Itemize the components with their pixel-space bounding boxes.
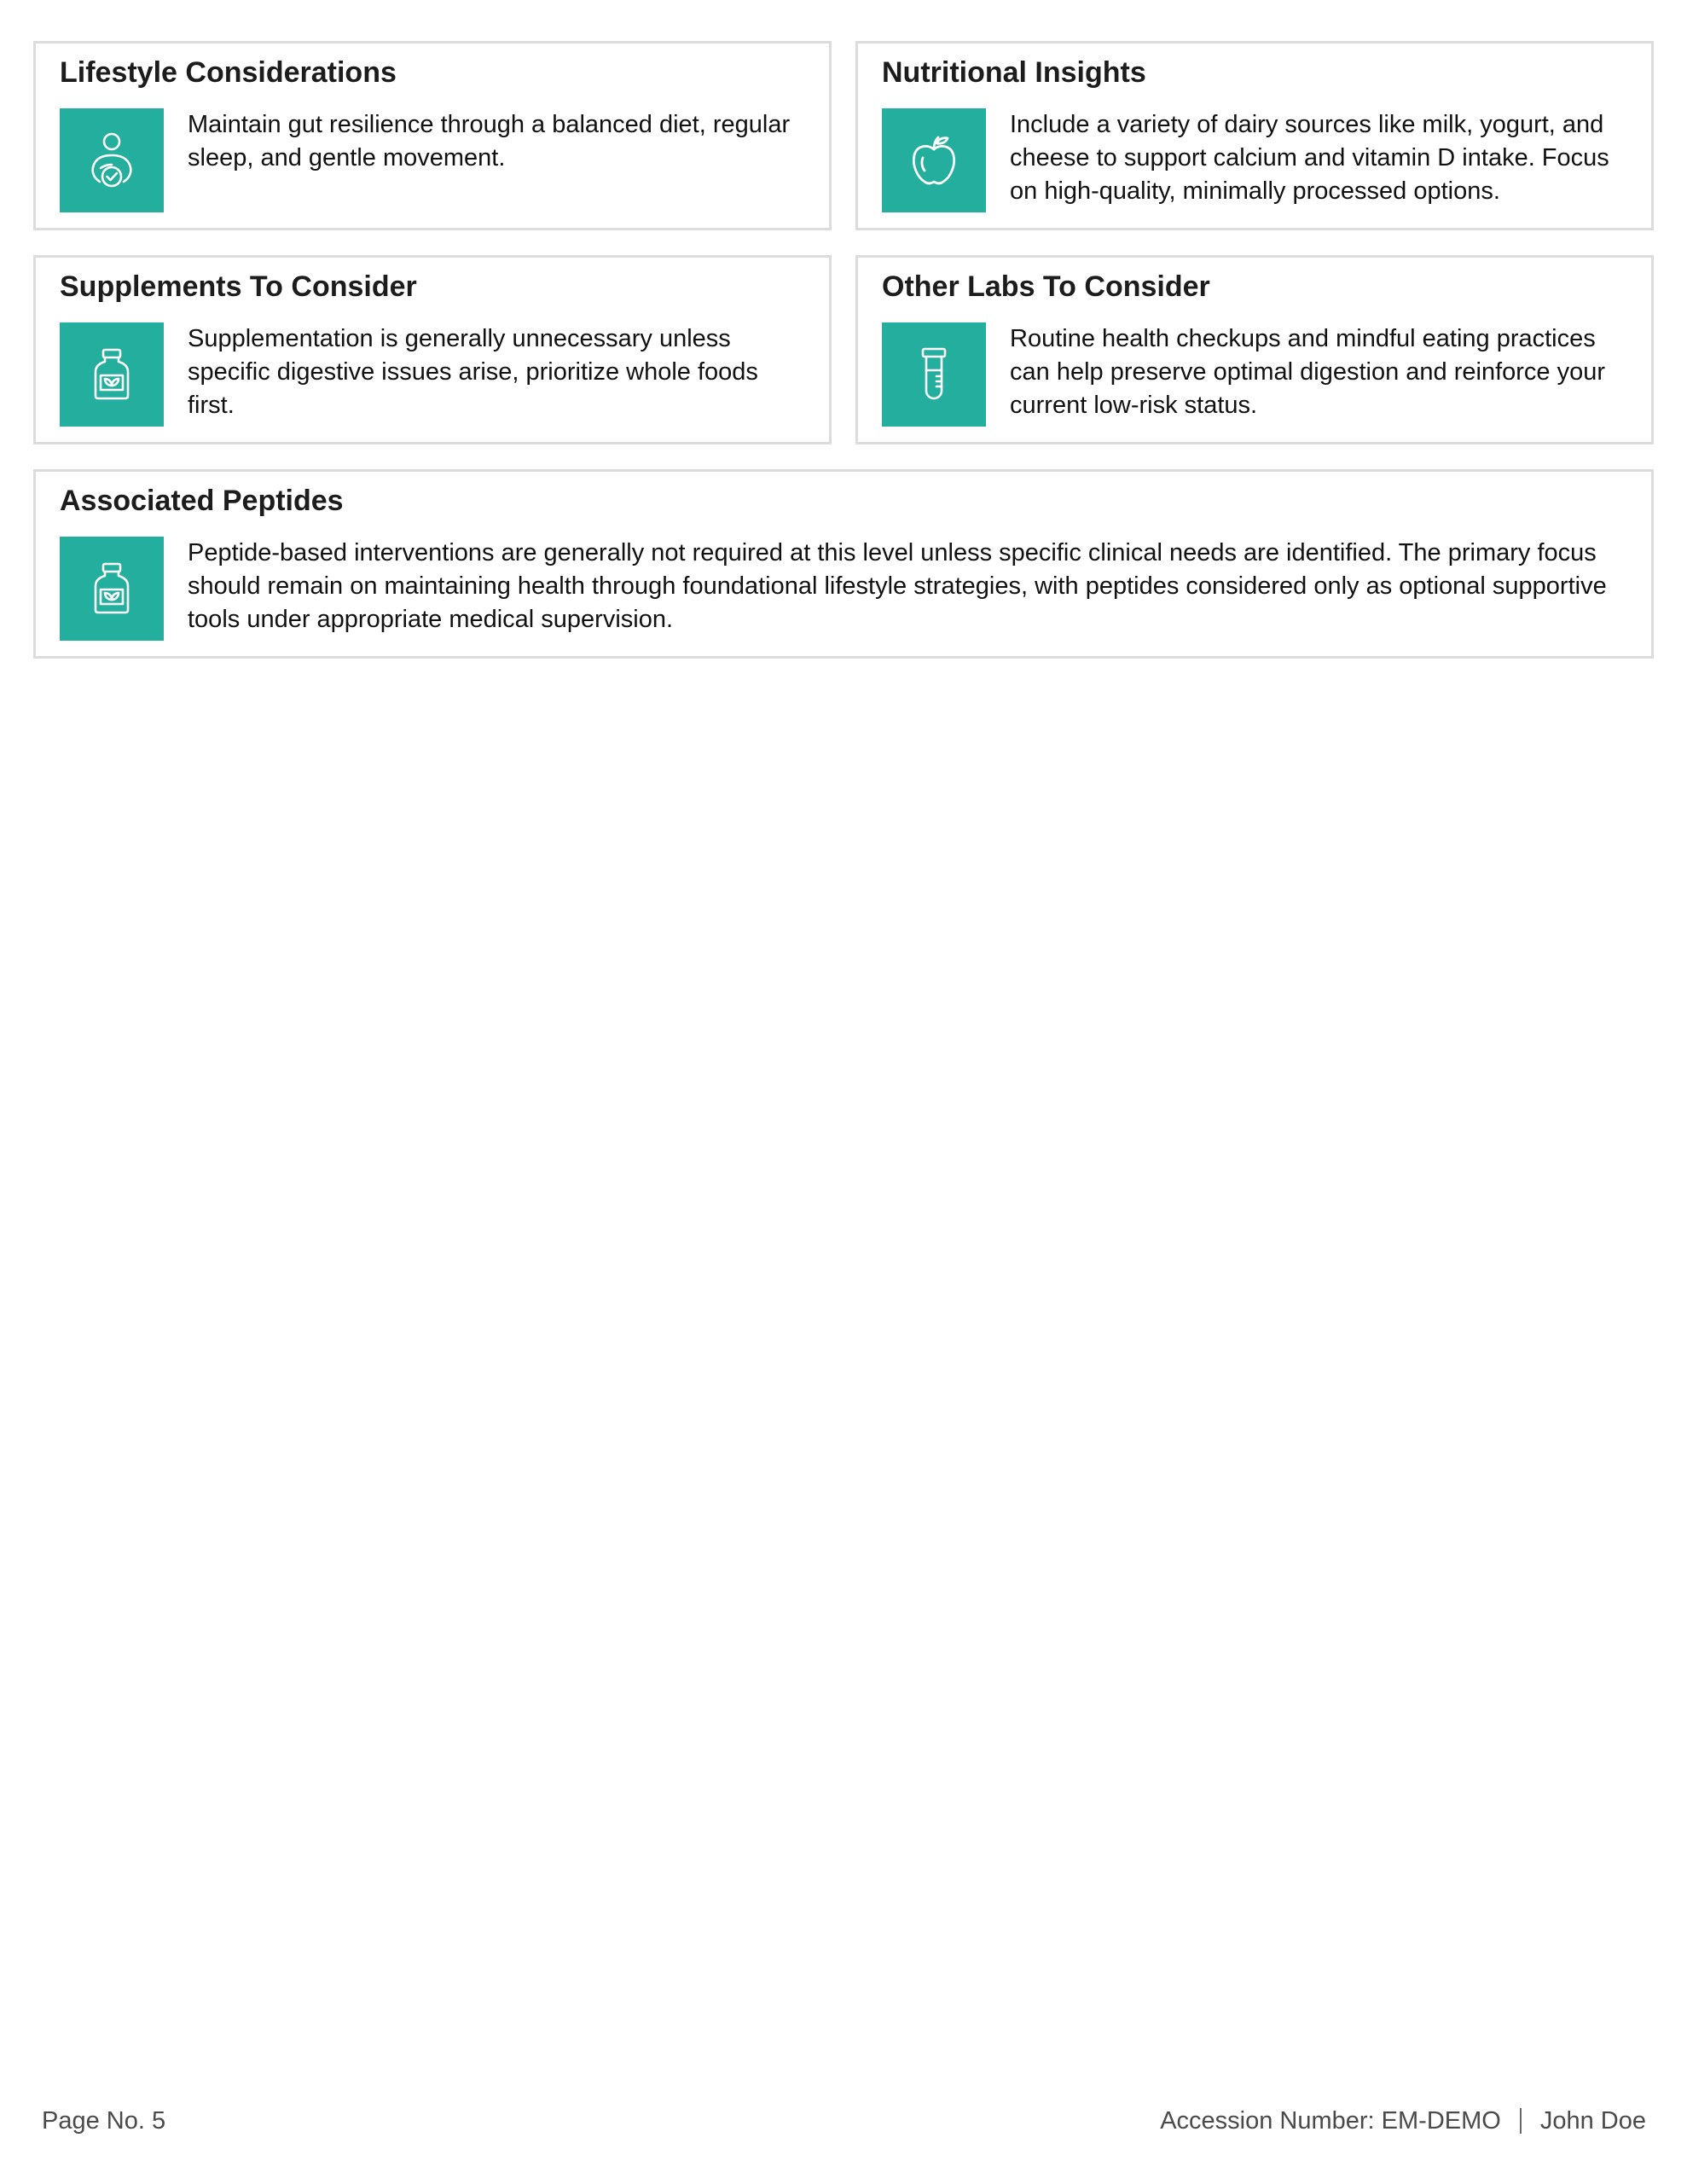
peptides-icon-tile — [60, 537, 164, 641]
associated-peptides-title: Associated Peptides — [60, 485, 344, 517]
supplement-bottle-icon — [82, 559, 142, 619]
person-check-icon — [82, 131, 142, 190]
page-number: Page No. 5 — [42, 2107, 166, 2135]
apple-icon — [904, 131, 964, 190]
nutritional-insights-text: Include a variety of dairy sources like milk, yogurt, and cheese to support calcium and vitamin D intake. Focus on high-quality, minimally processed options. — [1010, 111, 1609, 205]
associated-peptides-card — [33, 469, 1654, 659]
supplements-text: Supplementation is generally unnecessary unless specific digestive issues arise, prioritize whole foods first. — [188, 325, 758, 419]
patient-name: John Doe — [1539, 2107, 1646, 2135]
accession-number: Accession Number: EM-DEMO — [1160, 2107, 1501, 2135]
supplements-title: Supplements To Consider — [60, 270, 417, 303]
other-labs-icon-tile — [882, 322, 986, 427]
lifestyle-considerations-card — [33, 41, 832, 230]
lifestyle-considerations-title: Lifestyle Considerations — [60, 56, 397, 89]
other-labs-text: Routine health checkups and mindful eating practices can help preserve optimal digestion and reinforce your current low-risk status. — [1010, 325, 1606, 419]
lifestyle-considerations-text: Maintain gut resilience through a balanced diet, regular sleep, and gentle movement. — [188, 111, 791, 171]
supplements-card — [33, 255, 832, 444]
associated-peptides-text: Peptide-based interventions are generally not required at this level unless specific clinical needs are identified. The primary focus should remain on maintaining health through foundational lifestyle strategies, with peptides considered only as optional supportive tools under appropriate medical supervision. — [188, 539, 1607, 633]
footer-separator — [1520, 2108, 1522, 2134]
lifestyle-icon-tile — [60, 108, 164, 212]
supplement-bottle-icon — [82, 345, 142, 404]
supplements-icon-tile — [60, 322, 164, 427]
other-labs-title: Other Labs To Consider — [882, 270, 1210, 303]
other-labs-card — [855, 255, 1654, 444]
nutritional-icon-tile — [882, 108, 986, 212]
footer-right — [1160, 2104, 1646, 2138]
test-tube-icon — [904, 345, 964, 404]
nutritional-insights-card — [855, 41, 1654, 230]
nutritional-insights-title: Nutritional Insights — [882, 56, 1146, 89]
